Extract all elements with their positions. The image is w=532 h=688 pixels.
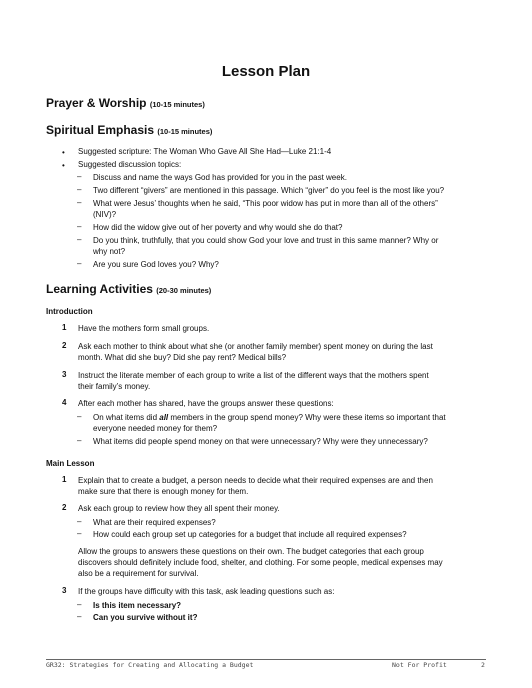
dash-icon: – [77,412,82,421]
dash-icon: – [77,198,82,207]
introduction-heading: Introduction [46,307,93,316]
dash-icon: – [77,529,82,538]
topic-item: What were Jesus’ thoughts when he said, “This poor widow has put in more than all of the others” [93,199,438,208]
intro-question [93,412,446,423]
intro-step: Have the mothers form small groups. [78,324,210,333]
step-number: 3 [62,370,67,379]
bullet-icon: • [62,161,65,170]
dash-icon: – [77,259,82,268]
step-number: 4 [62,398,67,407]
main-question: How could each group set up categories for a budget that include all required expenses? [93,530,407,539]
allow-paragraph: discovers should definitely include food, shelter, and clothing. For some people, medical expenses may [78,558,443,567]
intro-step: Ask each mother to think about what she (or another family member) spent money on during the last [78,342,433,351]
topic-item: Are you sure God loves you? Why? [93,260,219,269]
dash-icon: – [77,222,82,231]
intro-question-part: members in the group spend money? Why were these items so important that [168,413,446,422]
bullet-icon: • [62,148,65,157]
topic-item: Two different “givers” are mentioned in this passage. Which “giver” do you feel is the most like you? [93,186,445,195]
topic-item: Do you think, truthfully, that you could show God your love and trust in this same manner? Why or [93,236,439,245]
intro-step: Instruct the literate member of each group to write a list of the different ways that the mothers spent [78,371,429,380]
dash-icon: – [77,436,82,445]
dash-icon: – [77,517,82,526]
step-number: 3 [62,586,67,595]
intro-question-part: On what items did [93,413,160,422]
footer-notice: Not For Profit [392,661,447,669]
main-step: If the groups have difficulty with this task, ask leading questions such as: [78,587,335,596]
main-step: Explain that to create a budget, a person needs to decide what their required expenses are and then [78,476,433,485]
learning-heading [46,282,211,296]
leading-question: Is this item necessary? [93,601,182,610]
prayer-duration: (10-15 minutes) [149,100,205,109]
footer-title: GR32: Strategies for Creating and Allocating a Budget [46,661,254,669]
dash-icon: – [77,185,82,194]
dash-icon: – [77,172,82,181]
dash-icon: – [77,612,82,621]
main-step: Ask each group to review how they all spent their money. [78,504,280,513]
step-number: 2 [62,341,67,350]
step-number: 2 [62,503,67,512]
intro-question-cont: everyone needed money for them? [93,424,218,433]
intro-step-cont: month. What did she buy? Did she pay rent? Medical bills? [78,353,287,362]
page-number: 2 [481,661,485,669]
allow-paragraph: Allow the groups to answers these questions on their own. The budget categories that each group [78,547,424,556]
leading-question: Can you survive without it? [93,613,198,622]
learning-heading-text: Learning Activities [46,282,153,296]
intro-step: After each mother has shared, have the groups answer these questions: [78,399,334,408]
intro-question: What items did people spend money on that were unnecessary? Why were they unnecessary? [93,437,428,446]
main-question: What are their required expenses? [93,518,216,527]
dash-icon: – [77,235,82,244]
topics-bullet: Suggested discussion topics: [78,160,182,169]
footer-divider [46,659,486,660]
prayer-heading [46,96,205,110]
topic-item-cont: (NIV)? [93,210,117,219]
intro-step-cont: their family’s money. [78,382,151,391]
learning-duration: (20-30 minutes) [156,286,212,295]
topic-item: Discuss and name the ways God has provided for you in the past week. [93,173,347,182]
spiritual-heading [46,123,212,137]
page-title: Lesson Plan [221,63,311,80]
step-number: 1 [62,475,67,484]
dash-icon: – [77,600,82,609]
allow-paragraph: also be a requirement for survival. [78,569,199,578]
main-lesson-heading: Main Lesson [46,459,95,468]
topic-item: How did the widow give out of her poverty and why would she do that? [93,223,343,232]
prayer-heading-text: Prayer & Worship [46,96,147,110]
spiritual-duration: (10-15 minutes) [157,127,213,136]
step-number: 1 [62,323,67,332]
topic-item-cont: why not? [93,247,126,256]
main-step-cont: make sure that there is enough money for them. [78,487,249,496]
spiritual-heading-text: Spiritual Emphasis [46,123,155,137]
intro-question-emphasis: all [159,413,169,422]
scripture-bullet: Suggested scripture: The Woman Who Gave All She Had—Luke 21:1-4 [78,147,332,156]
